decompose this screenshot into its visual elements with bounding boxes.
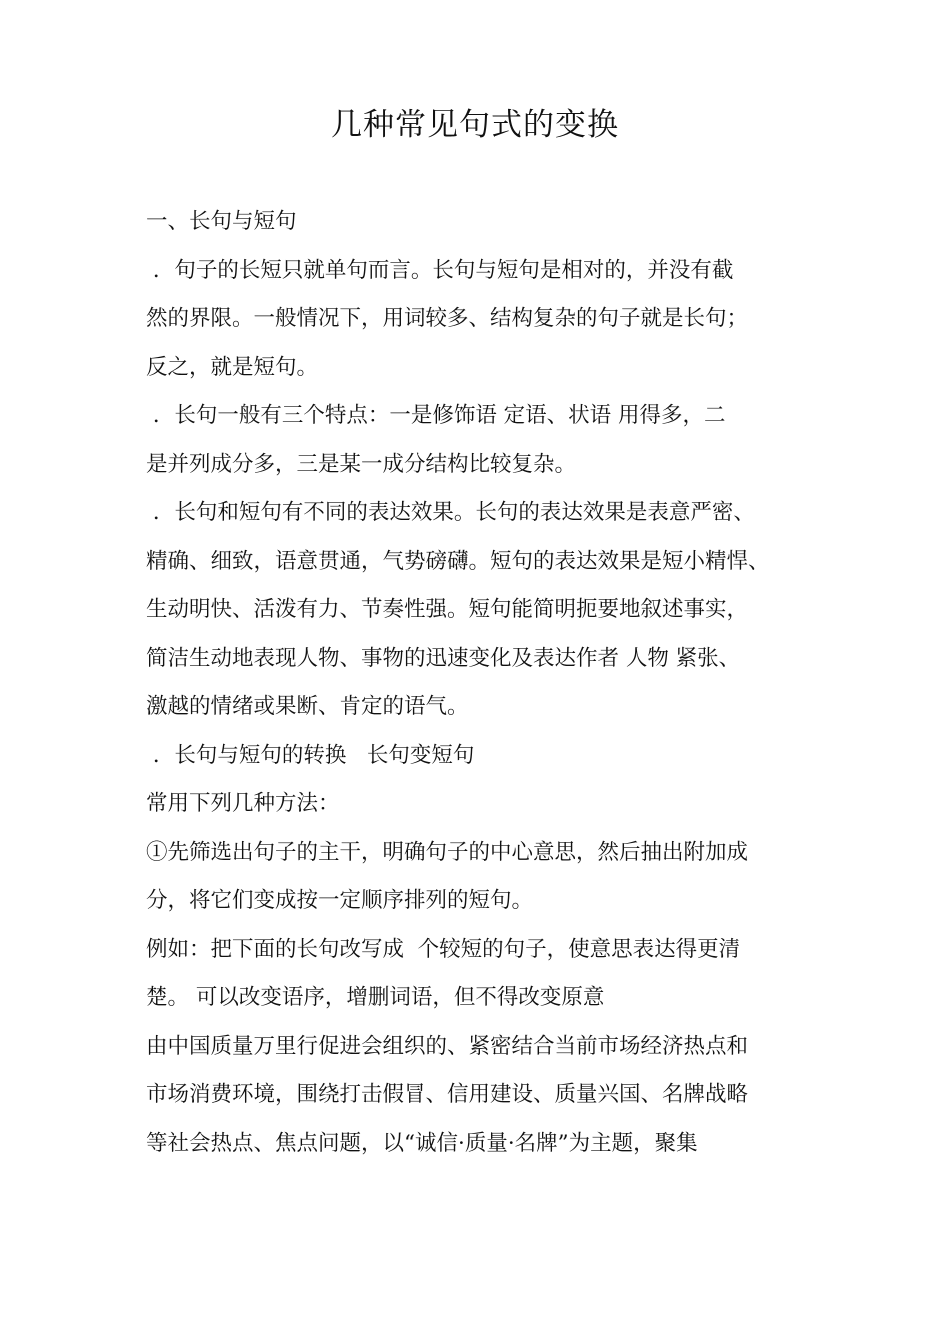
- text-line: ．长句和短句有不同的表达效果。长句的表达效果是表意严密、: [146, 500, 755, 525]
- text-line: ．句子的长短只就单句而言。长句与短句是相对的，并没有截: [146, 257, 734, 283]
- text-line: 简洁生动地表现人物、事物的迅速变化及表达作者 人物 紧张、: [146, 645, 741, 671]
- text-line: 等社会热点、焦点问题，以“诚信·质量·名牌”为主题，聚集: [146, 1130, 698, 1156]
- text-line: 然的界限。一般情况下，用词较多、结构复杂的句子就是长句；: [146, 306, 749, 331]
- text-line: ①先筛选出句子的主干，明确句子的中心意思，然后抽出附加成: [146, 839, 749, 865]
- text-line: 生动明快、活泼有力、节奏性强。短句能简明扼要地叙述事实，: [146, 597, 749, 622]
- text-line: 激越的情绪或果断、肯定的语气。: [146, 694, 469, 719]
- text-line: 市场消费环境，围绕打击假冒、信用建设、质量兴国、名牌战略: [146, 1082, 749, 1107]
- section-heading-long-short: 一、长句与短句: [146, 209, 297, 234]
- text-line: 楚。 可以改变语序，增删词语，但不得改变原意: [146, 985, 605, 1010]
- text-line: 精确、细致，语意贯通，气势磅礴。短句的表达效果是短小精悍、: [146, 548, 770, 574]
- text-line: ．长句与短句的转换 长句变短句: [146, 742, 475, 768]
- text-line: 由中国质量万里行促进会组织的、紧密结合当前市场经济热点和: [146, 1033, 749, 1059]
- document-body: [146, 198, 812, 1168]
- text-line: 反之，就是短句。: [146, 354, 319, 380]
- text-line: 分，将它们变成按一定顺序排列的短句。: [146, 888, 534, 913]
- text-line: 例如：把下面的长句改写成 个较短的句子，使意思表达得更清: [146, 936, 741, 962]
- text-line: 是并列成分多，三是某一成分结构比较复杂。: [146, 451, 577, 477]
- text-line: 常用下列几种方法：: [146, 791, 340, 816]
- page-title: 几种常见句式的变换: [331, 107, 619, 143]
- text-line: ．长句一般有三个特点：一是修饰语 定语、状语 用得多，二: [146, 403, 726, 428]
